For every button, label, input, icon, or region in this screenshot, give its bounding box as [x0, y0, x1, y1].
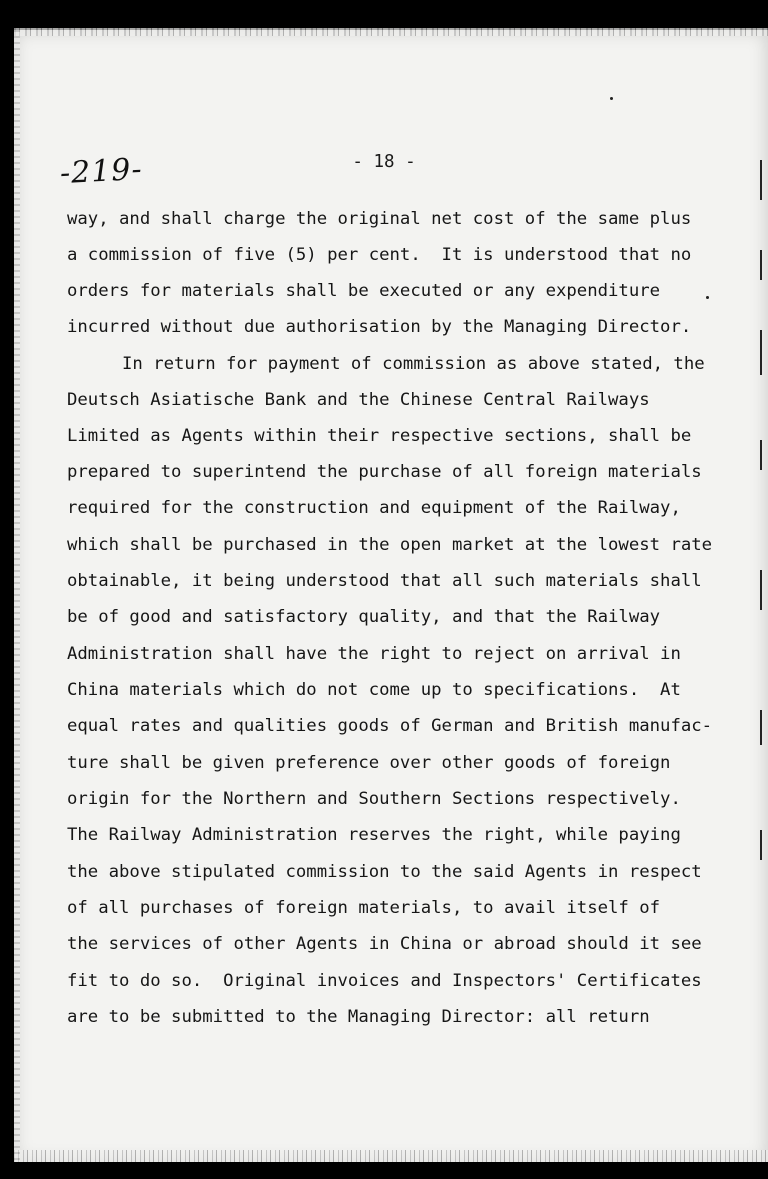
text-line: fit to do so. Original invoices and Inspectors' Certificates	[67, 971, 702, 991]
text-line: prepared to superintend the purchase of all foreign materials	[67, 462, 702, 482]
text-line: the services of other Agents in China or abroad should it see	[67, 934, 702, 954]
text-line: way, and shall charge the original net cost of the same plus	[67, 209, 692, 229]
text-line: equal rates and qualities goods of German and British manufac-	[67, 716, 713, 736]
text-line: required for the construction and equipment of the Railway,	[67, 498, 681, 518]
text-line: which shall be purchased in the open market at the lowest rate	[67, 535, 713, 555]
text-line: be of good and satisfactory quality, and that the Railway	[67, 607, 661, 627]
text-line: The Railway Administration reserves the right, while paying	[67, 825, 681, 845]
text-line: ture shall be given preference over other goods of foreign	[67, 753, 671, 773]
paper-bottom-edge	[14, 1150, 768, 1162]
text-line: incurred without due authorisation by the Managing Director.	[67, 317, 692, 337]
text-line: Limited as Agents within their respective sections, shall be	[67, 426, 692, 446]
speck	[706, 296, 709, 299]
text-line: a commission of five (5) per cent. It is understood that no	[67, 245, 692, 265]
text-line: Deutsch Asiatische Bank and the Chinese Central Railways	[67, 390, 650, 410]
text-line: China materials which do not come up to specifications. At	[67, 680, 681, 700]
text-line: In return for payment of commission as above stated, the	[122, 354, 705, 374]
text-line: are to be submitted to the Managing Director: all return	[67, 1007, 650, 1027]
handwritten-page-number: -219-	[59, 151, 144, 192]
text-line: of all purchases of foreign materials, to avail itself of	[67, 898, 661, 918]
paper-top-edge	[14, 28, 768, 36]
text-line: origin for the Northern and Southern Sections respectively.	[67, 789, 681, 809]
binding-marks	[756, 150, 768, 910]
text-line: the above stipulated commission to the said Agents in respect	[67, 862, 702, 882]
text-line: Administration shall have the right to reject on arrival in	[67, 644, 681, 664]
page-number: - 18 -	[352, 152, 416, 172]
text-line: orders for materials shall be executed or any expenditure	[67, 281, 661, 301]
text-line: obtainable, it being understood that all such materials shall	[67, 571, 702, 591]
paper-left-edge	[14, 30, 20, 1162]
speck	[610, 97, 613, 100]
